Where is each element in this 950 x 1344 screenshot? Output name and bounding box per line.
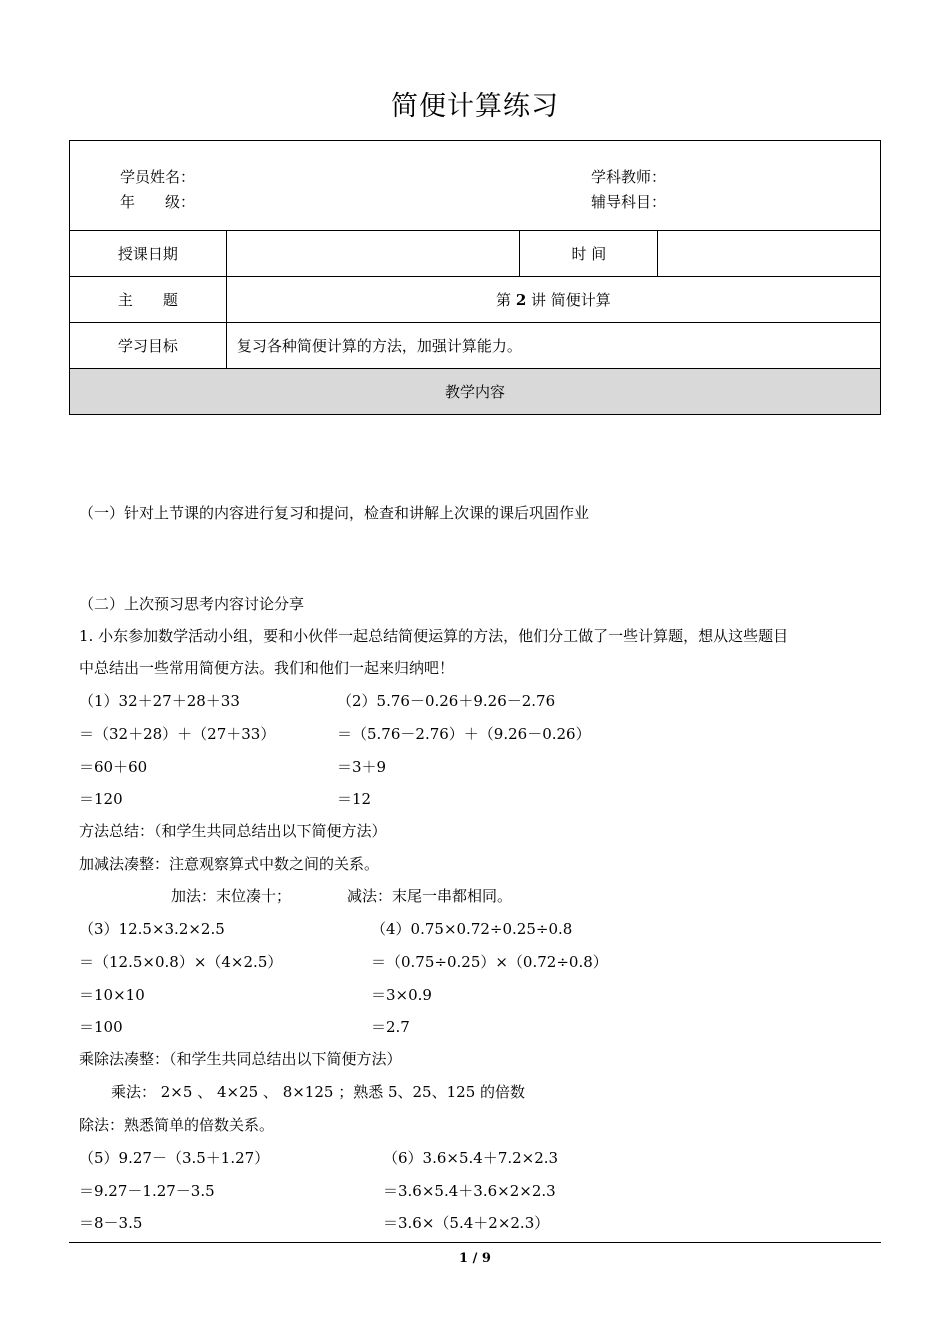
subject-label: 辅导科目： [591,193,667,211]
q4-line: ＝（0.75÷0.25）×（0.72÷0.8） [371,953,608,971]
q1-line: ＝（32＋28）＋（27＋33） [79,725,276,743]
goal-label: 学习目标 [70,323,227,369]
q5-line: （5）9.27－（3.5＋1.27） [79,1149,270,1167]
date-value [226,231,520,277]
add-tip: 加法：末位凑十； [171,887,292,905]
q4-line: ＝3×0.9 [371,986,432,1004]
content-label: 教学内容 [70,369,881,415]
teacher-label: 学科教师： [591,168,667,186]
q4-line: （4）0.75×0.72÷0.25÷0.8 [371,920,573,938]
student-name-label: 学员姓名： [120,168,196,186]
q1-line: ＝60＋60 [79,758,148,776]
q3-line: ＝100 [79,1018,123,1036]
page-number: 1 / 9 [459,1251,491,1266]
q6-line: （6）3.6×5.4＋7.2×2.3 [383,1149,559,1167]
mul-div-method: 乘除法凑整：（和学生共同总结出以下简便方法） [79,1050,402,1068]
q3-line: ＝（12.5×0.8）×（4×2.5） [79,953,283,971]
method-summary: 方法总结：（和学生共同总结出以下简便方法） [79,822,387,840]
page-title: 简便计算练习 [391,91,559,122]
topic-label: 主 题 [70,277,227,323]
q1-line: （1）32＋27＋28＋33 [79,692,240,710]
q3-line: （3）12.5×3.2×2.5 [79,920,225,938]
topic-value [226,277,880,323]
q4-line: ＝2.7 [371,1018,410,1036]
q2-line: （2）5.76－0.26＋9.26－2.76 [337,692,556,710]
date-label: 授课日期 [70,231,227,277]
q2-line: ＝12 [337,790,372,808]
footer-divider [69,1242,881,1243]
q3-line: ＝10×10 [79,986,145,1004]
problem-1-text-line2: 中总结出一些常用简便方法。我们和他们一起来归纳吧！ [79,659,455,677]
div-tip: 除法：熟悉简单的倍数关系。 [79,1116,275,1134]
q1-line: ＝120 [79,790,123,808]
add-sub-method: 加减法凑整：注意观察算式中数之间的关系。 [79,855,380,873]
section-preview: （二）上次预习思考内容讨论分享 [79,595,305,613]
grade-label: 年 级： [120,193,196,211]
time-value [658,231,881,277]
sub-tip: 减法：末尾一串都相同。 [347,887,513,905]
topic-prefix: 第 [496,291,516,309]
student-info-cell [70,141,881,231]
mul-tip: 乘法： 2×5 、 4×25 、 8×125 ；熟悉 5、25、125 的倍数 [111,1083,526,1101]
problem-1-text-line1: 1. 小东参加数学活动小组，要和小伙伴一起总结简便运算的方法，他们分工做了一些计算题，想从这些题目 [79,627,789,645]
q2-line: ＝3＋9 [337,758,387,776]
section-review: （一）针对上节课的内容进行复习和提问，检查和讲解上次课的课后巩固作业 [79,504,590,522]
time-label: 时 间 [520,231,658,277]
q2-line: ＝（5.76－2.76）＋（9.26－0.26） [337,725,591,743]
q6-line: ＝3.6×（5.4＋2×2.3） [383,1214,550,1232]
goal-value: 复习各种简便计算的方法，加强计算能力。 [226,323,880,369]
info-table [69,140,881,415]
topic-suffix: 讲 简便计算 [526,291,611,309]
q5-line: ＝9.27－1.27－3.5 [79,1182,215,1200]
q6-line: ＝3.6×5.4＋3.6×2×2.3 [383,1182,556,1200]
topic-number: 2 [515,291,527,309]
q5-line: ＝8－3.5 [79,1214,143,1232]
